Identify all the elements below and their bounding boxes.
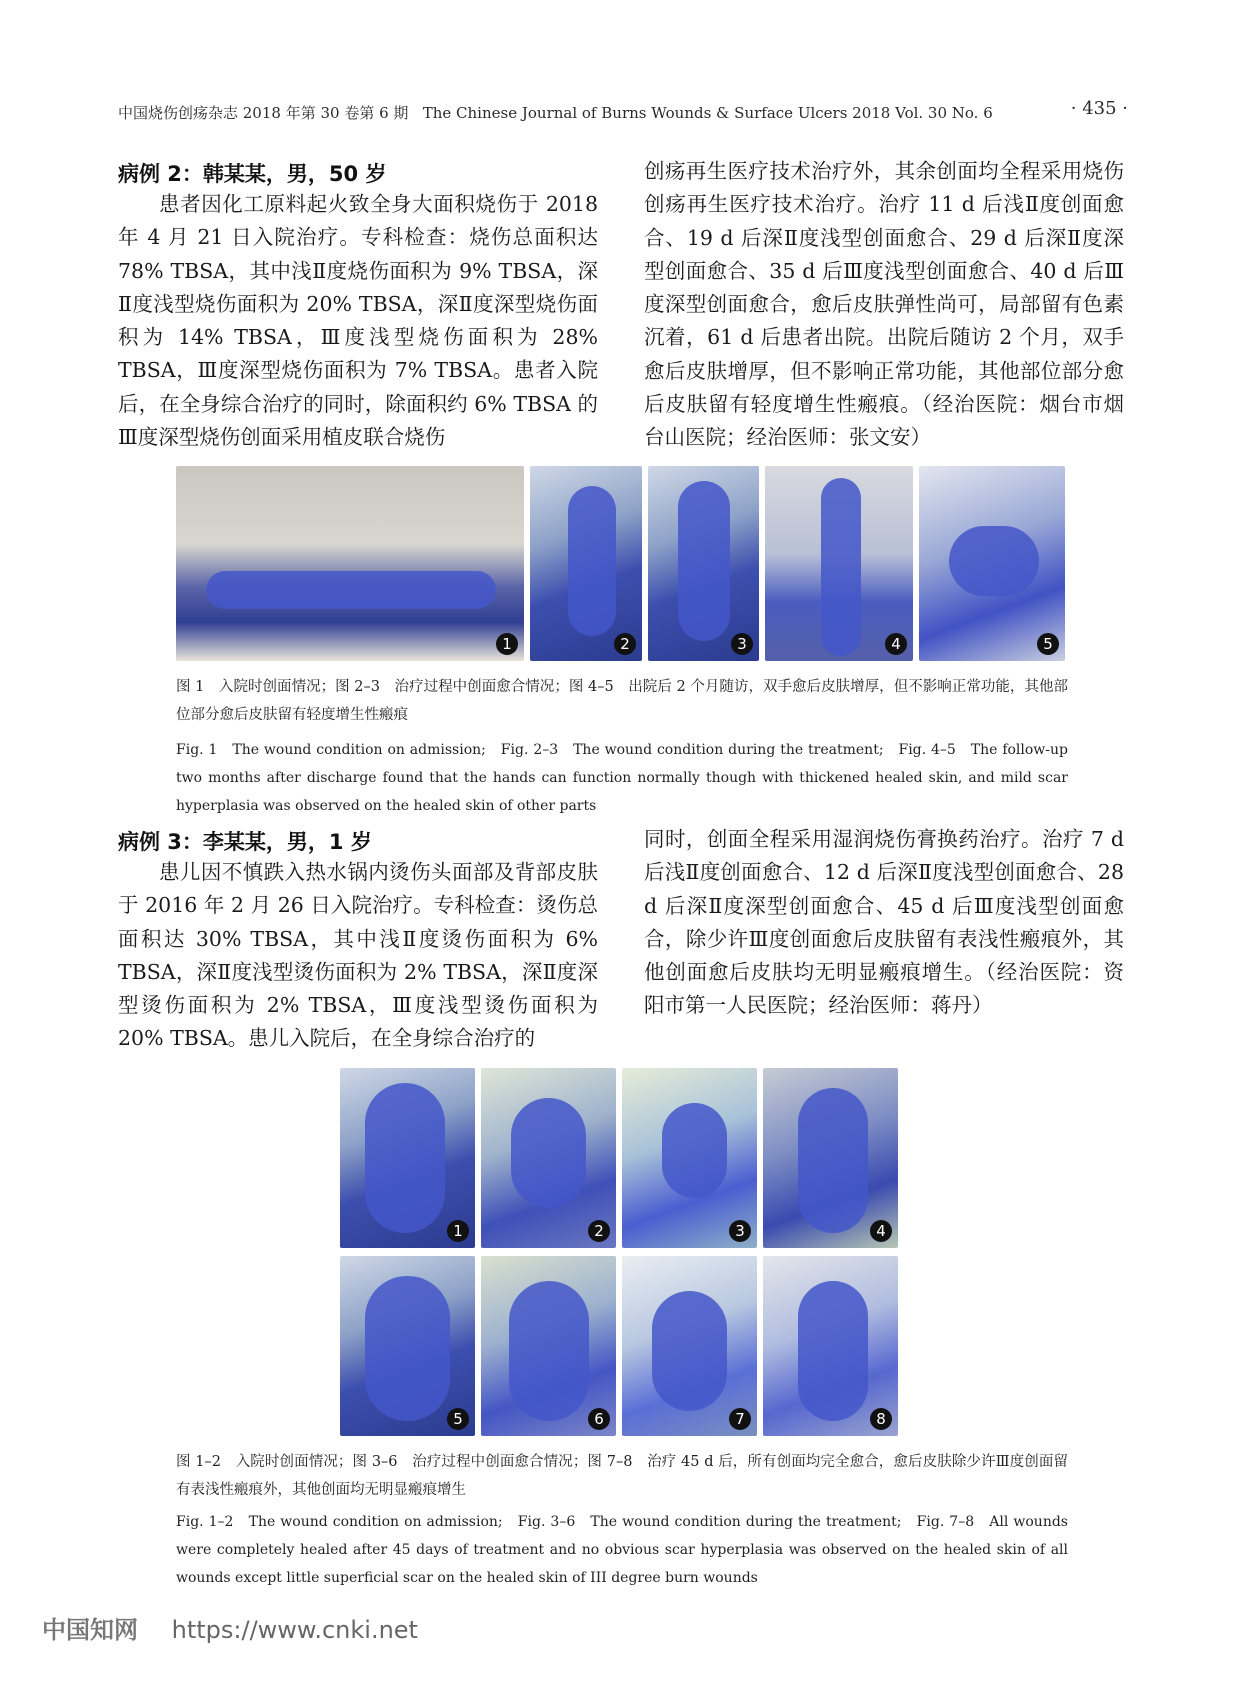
case3-photo-6 (481, 1256, 616, 1436)
case3-left-column (118, 856, 598, 1056)
case3-caption-cn: 图 1–2 入院时创面情况；图 3–6 治疗过程中创面愈合情况；图 7–8 治疗 45 d 后，所有创面均完全愈合，愈后皮肤除少许Ⅲ度创面留有表浅性瘢痕外，其他创面均无明显瘢痕增生 (176, 1454, 1068, 1498)
figure-number-badge: 5 (1037, 633, 1059, 655)
case3-caption-en: Fig. 1–2 The wound condition on admission; Fig. 3–6 The wound condition during the treatment; Fig. 7–8 All wounds were completely healed after 45 days of treatment and no obvious scar hyperplasia was observed on the healed skin of all wounds except little superficial scar on the healed skin of III degree burn wounds (176, 1514, 1068, 1586)
case3-photo-8 (763, 1256, 898, 1436)
case3-left-paragraph: 患儿因不慎跌入热水锅内烫伤头面部及背部皮肤于 2016 年 2 月 26 日入院治疗。专科检查：烫伤总面积达 30% TBSA，其中浅Ⅱ度烫伤面积为 6% TBSA，深Ⅱ度浅型烫伤面积为 2% TBSA，深Ⅱ度深型烫伤面积为 2% TBSA，Ⅲ度浅型烫伤面积为 20% TBSA。患儿入院后，在全身综合治疗的 (118, 860, 598, 1051)
case3-right-column (644, 823, 1124, 1023)
case2-title: 病例 2：韩某某，男，50 岁 (118, 162, 387, 186)
case3-photo-4 (763, 1068, 898, 1248)
journal-name-cn: 中国烧伤创疡杂志 2018 年第 30 卷第 6 期 (118, 104, 409, 122)
figure-number-badge: 5 (447, 1408, 469, 1430)
case3-photo-3 (622, 1068, 757, 1248)
figure-number-badge: 4 (885, 633, 907, 655)
case3-title: 病例 3：李某某，男，1 岁 (118, 830, 372, 854)
case2-left-column (118, 188, 598, 454)
case2-caption-cn: 图 1 入院时创面情况；图 2–3 治疗过程中创面愈合情况；图 4–5 出院后 2 个月随访，双手愈后皮肤增厚，但不影响正常功能，其他部位部分愈后皮肤留有轻度增生性瘢痕 (176, 679, 1068, 723)
case2-right-paragraph: 创疡再生医疗技术治疗外，其余创面均全程采用烧伤创疡再生医疗技术治疗。治疗 11 d 后浅Ⅱ度创面愈合、19 d 后深Ⅱ度浅型创面愈合、29 d 后深Ⅱ度深型创面愈合、35 d 后Ⅲ度浅型创面愈合、40 d 后Ⅲ度深型创面愈合，愈后皮肤弹性尚可，局部留有色素沉着，61 d 后患者出院。出院后随访 2 个月，双手愈后皮肤增厚，但不影响正常功能，其他部位部分愈后皮肤留有轻度增生性瘢痕。（经治医院：烟台市烟台山医院；经治医师：张文安） (644, 159, 1124, 450)
case2-photo-3 (648, 466, 759, 661)
case3-figure (340, 1068, 900, 1436)
figure-number-badge: 2 (588, 1220, 610, 1242)
case3-photo-7 (622, 1256, 757, 1436)
page-number: · 435 · (1070, 98, 1128, 119)
figure-number-badge: 2 (614, 633, 636, 655)
case2-photo-5 (919, 466, 1065, 661)
journal-name-en: The Chinese Journal of Burns Wounds & Surface Ulcers 2018 Vol. 30 No. 6 (422, 104, 993, 122)
journal-citation (118, 102, 993, 123)
figure-number-badge: 1 (496, 633, 518, 655)
figure-number-badge: 8 (870, 1408, 892, 1430)
figure-number-badge: 3 (729, 1220, 751, 1242)
figure-number-badge: 6 (588, 1408, 610, 1430)
cnki-url-link[interactable]: https://www.cnki.net (171, 1616, 418, 1644)
footer (42, 1610, 418, 1645)
case3-photo-1 (340, 1068, 475, 1248)
cnki-logo: 中国知网 (42, 1616, 138, 1644)
case2-left-paragraph: 患者因化工原料起火致全身大面积烧伤于 2018 年 4 月 21 日入院治疗。专科检查：烧伤总面积达 78% TBSA，其中浅Ⅱ度烧伤面积为 9% TBSA，深Ⅱ度浅型烧伤面积为 20% TBSA，深Ⅱ度深型烧伤面积为 14% TBSA，Ⅲ度浅型烧伤面积为 28% TBSA，Ⅲ度深型烧伤面积为 7% TBSA。患者入院后，在全身综合治疗的同时，除面积约 6% TBSA 的Ⅲ度深型烧伤创面采用植皮联合烧伤 (118, 192, 598, 450)
case2-photo-1 (176, 466, 524, 661)
figure-number-badge: 7 (729, 1408, 751, 1430)
figure-number-badge: 4 (870, 1220, 892, 1242)
case3-photo-5 (340, 1256, 475, 1436)
case2-photo-2 (530, 466, 642, 661)
case2-caption-en: Fig. 1 The wound condition on admission; Fig. 2–3 The wound condition during the treatment; Fig. 4–5 The follow-up two months after discharge found that the hands can function normally though with thickened healed skin, and mild scar hyperplasia was observed on the healed skin of other parts (176, 742, 1068, 814)
figure-number-badge: 1 (447, 1220, 469, 1242)
case2-right-column (644, 155, 1124, 455)
case3-photo-2 (481, 1068, 616, 1248)
running-header (118, 98, 1128, 126)
case2-photo-4 (765, 466, 913, 661)
figure-number-badge: 3 (731, 633, 753, 655)
case2-figure (176, 466, 1068, 661)
case3-right-paragraph: 同时，创面全程采用湿润烧伤膏换药治疗。治疗 7 d 后浅Ⅱ度创面愈合、12 d 后深Ⅱ度浅型创面愈合、28 d 后深Ⅱ度深型创面愈合、45 d 后Ⅲ度浅型创面愈合，除少许Ⅲ度创面愈后皮肤留有表浅性瘢痕外，其他创面愈后皮肤均无明显瘢痕增生。（经治医院：资阳市第一人民医院；经治医师：蒋丹） (644, 827, 1124, 1018)
